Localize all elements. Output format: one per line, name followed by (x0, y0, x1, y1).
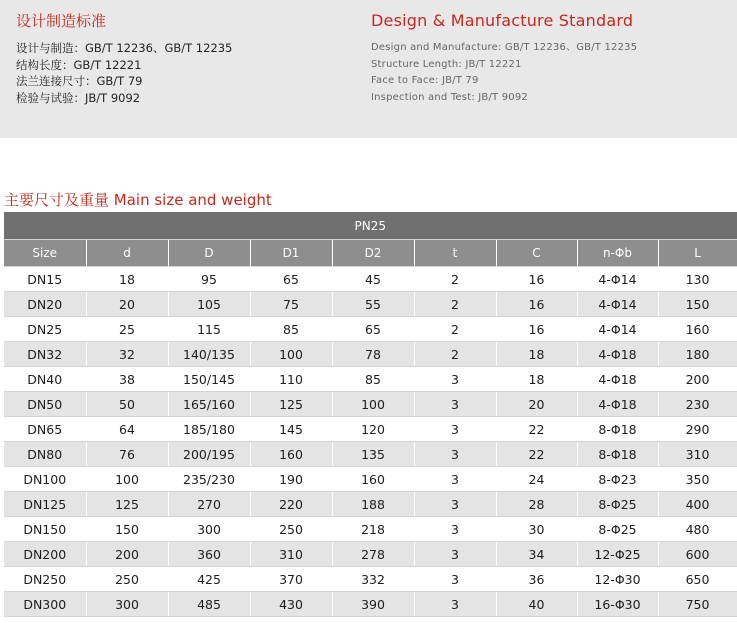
table-cell: DN125 (4, 492, 86, 517)
table-cell: 2 (414, 342, 496, 367)
table-cell: 8-Φ18 (577, 417, 658, 442)
table-cell: 76 (86, 442, 168, 467)
standard-title-en: Design & Manufacture Standard (371, 11, 634, 30)
table-cell: DN300 (4, 592, 86, 617)
table-cell: 2 (414, 317, 496, 342)
table-cell: DN15 (4, 267, 86, 292)
table-cell: 140/135 (168, 342, 250, 367)
table-cell: DN80 (4, 442, 86, 467)
table-row (4, 317, 737, 342)
table-cell: 188 (332, 492, 414, 517)
table-cell: 180 (658, 342, 737, 367)
table-cell: 34 (496, 542, 577, 567)
table-cell: 278 (332, 542, 414, 567)
table-cell: 85 (332, 367, 414, 392)
column-header-t: t (414, 240, 496, 267)
table-cell: 200/195 (168, 442, 250, 467)
table-cell: 8-Φ23 (577, 467, 658, 492)
table-cell: 135 (332, 442, 414, 467)
table-cell: 185/180 (168, 417, 250, 442)
standard-line-cn-flange: 法兰连接尺寸：GB/T 79 (16, 74, 143, 88)
table-cell: 3 (414, 392, 496, 417)
table-cell: 145 (250, 417, 332, 442)
table-row (4, 267, 737, 292)
table-cell: 310 (658, 442, 737, 467)
table-cell: 55 (332, 292, 414, 317)
standard-line-en-length: Structure Length: JB/T 12221 (371, 58, 522, 70)
table-body (4, 267, 737, 617)
table-cell: 250 (86, 567, 168, 592)
table-cell: 16 (496, 292, 577, 317)
table-cell: 332 (332, 567, 414, 592)
table-cell: 360 (168, 542, 250, 567)
table-row (4, 417, 737, 442)
column-header-D1: D1 (250, 240, 332, 267)
table-row (4, 542, 737, 567)
standard-line-en-inspection: Inspection and Test: JB/T 9092 (371, 91, 528, 103)
table-cell: 300 (86, 592, 168, 617)
table-cell: 24 (496, 467, 577, 492)
table-cell: 125 (250, 392, 332, 417)
table-cell: DN150 (4, 517, 86, 542)
table-cell: 12-Φ25 (577, 542, 658, 567)
table-cell: 220 (250, 492, 332, 517)
table-cell: 65 (250, 267, 332, 292)
table-cell: 4-Φ14 (577, 267, 658, 292)
column-header-size: Size (4, 240, 86, 267)
table-cell: 22 (496, 417, 577, 442)
column-header-L: L (658, 240, 737, 267)
table-cell: 3 (414, 517, 496, 542)
standard-title-cn: 设计制造标准 (16, 12, 107, 30)
table-cell: 235/230 (168, 467, 250, 492)
table-cell: 3 (414, 567, 496, 592)
table-row (4, 592, 737, 617)
table-cell: 18 (496, 342, 577, 367)
table-row (4, 367, 737, 392)
table-cell: 200 (86, 542, 168, 567)
table-cell: 150/145 (168, 367, 250, 392)
table-cell: 200 (658, 367, 737, 392)
table-cell: 100 (332, 392, 414, 417)
column-header-C: C (496, 240, 577, 267)
table-cell: 4-Φ18 (577, 392, 658, 417)
table-cell: 3 (414, 467, 496, 492)
standard-line-cn-design: 设计与制造：GB/T 12236、GB/T 12235 (16, 41, 233, 55)
table-cell: 32 (86, 342, 168, 367)
table-cell: 130 (658, 267, 737, 292)
table-cell: 50 (86, 392, 168, 417)
table-cell: 12-Φ30 (577, 567, 658, 592)
pressure-rating-header: PN25 (4, 212, 737, 240)
table-cell: 160 (658, 317, 737, 342)
table-cell: 290 (658, 417, 737, 442)
standard-lines-cn (16, 40, 232, 106)
table-cell: 8-Φ18 (577, 442, 658, 467)
standard-line-cn-inspection: 检验与试验：JB/T 9092 (16, 90, 141, 105)
table-row (4, 517, 737, 542)
table-cell: 150 (86, 517, 168, 542)
table-row (4, 467, 737, 492)
table-cell: 430 (250, 592, 332, 617)
table-cell: 20 (496, 392, 577, 417)
table-cell: 3 (414, 367, 496, 392)
table-cell: 120 (332, 417, 414, 442)
main-size-section-title: 主要尺寸及重量 Main size and weight (4, 191, 272, 209)
table-cell: 16-Φ30 (577, 592, 658, 617)
table-cell: 18 (86, 267, 168, 292)
table-row (4, 292, 737, 317)
table-cell: 20 (86, 292, 168, 317)
table-cell: 16 (496, 317, 577, 342)
table-cell: 165/160 (168, 392, 250, 417)
table-cell: 8-Φ25 (577, 517, 658, 542)
table-cell: 65 (332, 317, 414, 342)
table-row (4, 342, 737, 367)
table-cell: 160 (250, 442, 332, 467)
table-cell: 270 (168, 492, 250, 517)
table-row (4, 392, 737, 417)
standard-lines-en (371, 40, 637, 106)
table-cell: 110 (250, 367, 332, 392)
table-cell: 3 (414, 492, 496, 517)
table-cell: 3 (414, 417, 496, 442)
design-standard-panel (0, 0, 737, 138)
table-cell: 150 (658, 292, 737, 317)
table-cell: 750 (658, 592, 737, 617)
column-header-row (4, 240, 737, 267)
table-cell: 310 (250, 542, 332, 567)
table-cell: 28 (496, 492, 577, 517)
table-cell: 3 (414, 592, 496, 617)
table-cell: DN200 (4, 542, 86, 567)
table-cell: 3 (414, 542, 496, 567)
column-header-D: D (168, 240, 250, 267)
table-cell: 100 (250, 342, 332, 367)
table-cell: 16 (496, 267, 577, 292)
table-cell: 350 (658, 467, 737, 492)
table-cell: 2 (414, 267, 496, 292)
table-row (4, 442, 737, 467)
table-cell: 45 (332, 267, 414, 292)
table-cell: 75 (250, 292, 332, 317)
table-cell: 300 (168, 517, 250, 542)
table-cell: 600 (658, 542, 737, 567)
table-cell: DN32 (4, 342, 86, 367)
column-header-bolt-holes: n-Φb (577, 240, 658, 267)
table-cell: DN20 (4, 292, 86, 317)
table-cell: 190 (250, 467, 332, 492)
standard-line-en-design: Design and Manufacture: GB/T 12236、GB/T 12235 (371, 42, 638, 53)
table-cell: 160 (332, 467, 414, 492)
table-cell: 3 (414, 442, 496, 467)
table-cell: 64 (86, 417, 168, 442)
table-cell: 390 (332, 592, 414, 617)
table-cell: 4-Φ14 (577, 292, 658, 317)
column-header-d: d (86, 240, 168, 267)
table-cell: DN50 (4, 392, 86, 417)
table-cell: 650 (658, 567, 737, 592)
table-cell: 8-Φ25 (577, 492, 658, 517)
table-cell: 250 (250, 517, 332, 542)
table-cell: 218 (332, 517, 414, 542)
table-cell: 95 (168, 267, 250, 292)
table-cell: 30 (496, 517, 577, 542)
table-cell: 425 (168, 567, 250, 592)
table-cell: 2 (414, 292, 496, 317)
table-row (4, 567, 737, 592)
table-cell: 85 (250, 317, 332, 342)
table-cell: 485 (168, 592, 250, 617)
table-cell: DN65 (4, 417, 86, 442)
table-cell: 4-Φ18 (577, 342, 658, 367)
standard-line-en-face: Face to Face: JB/T 79 (371, 75, 479, 86)
table-cell: 125 (86, 492, 168, 517)
table-cell: 40 (496, 592, 577, 617)
table-row (4, 492, 737, 517)
table-cell: DN100 (4, 467, 86, 492)
table-cell: 115 (168, 317, 250, 342)
table-cell: DN25 (4, 317, 86, 342)
table-cell: 370 (250, 567, 332, 592)
size-weight-table (4, 212, 737, 617)
table-cell: 105 (168, 292, 250, 317)
table-cell: 100 (86, 467, 168, 492)
column-header-D2: D2 (332, 240, 414, 267)
table-cell: 400 (658, 492, 737, 517)
table-cell: 4-Φ14 (577, 317, 658, 342)
table-cell: 4-Φ18 (577, 367, 658, 392)
table-cell: 36 (496, 567, 577, 592)
table-cell: 480 (658, 517, 737, 542)
table-cell: 38 (86, 367, 168, 392)
table-cell: 25 (86, 317, 168, 342)
table-cell: DN40 (4, 367, 86, 392)
table-cell: 78 (332, 342, 414, 367)
table-cell: 18 (496, 367, 577, 392)
standard-line-cn-length: 结构长度：GB/T 12221 (16, 57, 142, 72)
table-cell: 22 (496, 442, 577, 467)
table-cell: 230 (658, 392, 737, 417)
table-cell: DN250 (4, 567, 86, 592)
pressure-rating-row (4, 212, 737, 240)
